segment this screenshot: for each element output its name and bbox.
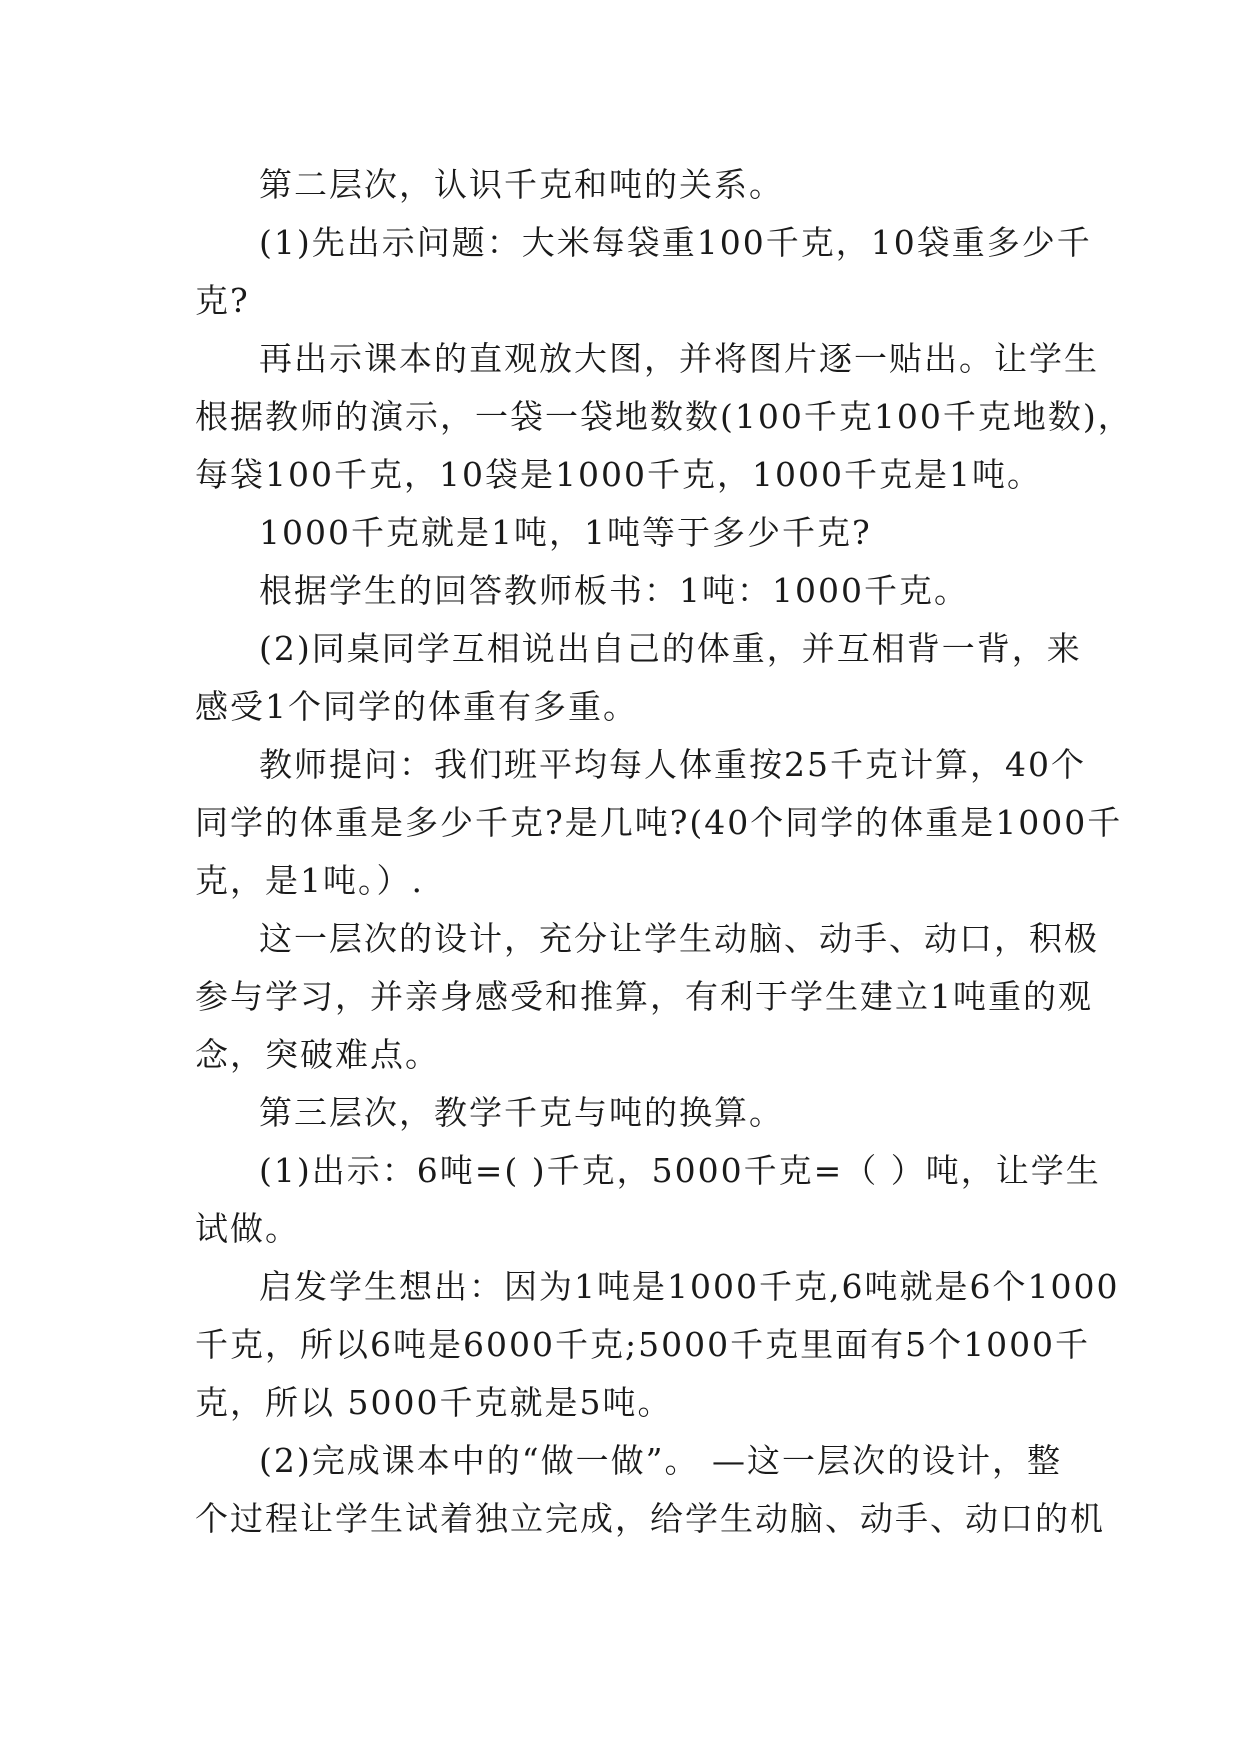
paragraph-line: 再出示课本的直观放大图，并将图片逐一贴出。让学生 (259, 339, 1099, 378)
paragraph-line: 试做。 (195, 1209, 300, 1248)
paragraph-line: (2)同桌同学互相说出自己的体重，并互相背一背，来 (259, 629, 1082, 668)
paragraph-line: 个过程让学生试着独立完成，给学生动脑、动手、动口的机 (195, 1499, 1105, 1538)
paragraph-line: 克? (195, 281, 250, 320)
paragraph-line: 克，是1吨。）. (195, 861, 424, 900)
paragraph-line: 这一层次的设计，充分让学生动脑、动手、动口，积极 (259, 919, 1099, 958)
paragraph-line: 每袋100千克，10袋是1000千克，1000千克是1吨。 (195, 455, 1042, 494)
paragraph-line: (2)完成课本中的“做一做”。 —这一层次的设计，整 (259, 1441, 1062, 1480)
paragraph-line: 感受1个同学的体重有多重。 (195, 687, 638, 726)
paragraph-line: 念，突破难点。 (195, 1035, 440, 1074)
paragraph-line: (1)先出示问题：大米每袋重100千克，10袋重多少千 (259, 223, 1092, 262)
paragraph-line: 千克，所以6吨是6000千克;5000千克里面有5个1000千 (195, 1325, 1091, 1364)
paragraph-line: 克，所以 5000千克就是5吨。 (195, 1383, 673, 1422)
paragraph-line: 启发学生想出：因为1吨是1000千克,6吨就是6个1000 (259, 1267, 1120, 1306)
paragraph-line: 根据教师的演示，一袋一袋地数数(100千克100千克地数)， (195, 397, 1133, 436)
paragraph-line: 参与学习，并亲身感受和推算，有利于学生建立1吨重的观 (195, 977, 1093, 1016)
paragraph-line: 1000千克就是1吨，1吨等于多少千克? (259, 513, 872, 552)
paragraph-line: (1)出示：6吨=( )千克，5000千克=（ ）吨，让学生 (259, 1151, 1101, 1190)
paragraph-line: 教师提问：我们班平均每人体重按25千克计算，40个 (259, 745, 1086, 784)
paragraph-line: 同学的体重是多少千克?是几吨?(40个同学的体重是1000千 (195, 803, 1123, 842)
paragraph-line: 第二层次，认识千克和吨的关系。 (259, 165, 784, 204)
paragraph-line: 第三层次，教学千克与吨的换算。 (259, 1093, 784, 1132)
paragraph-line: 根据学生的回答教师板书：1吨：1000千克。 (259, 571, 969, 610)
